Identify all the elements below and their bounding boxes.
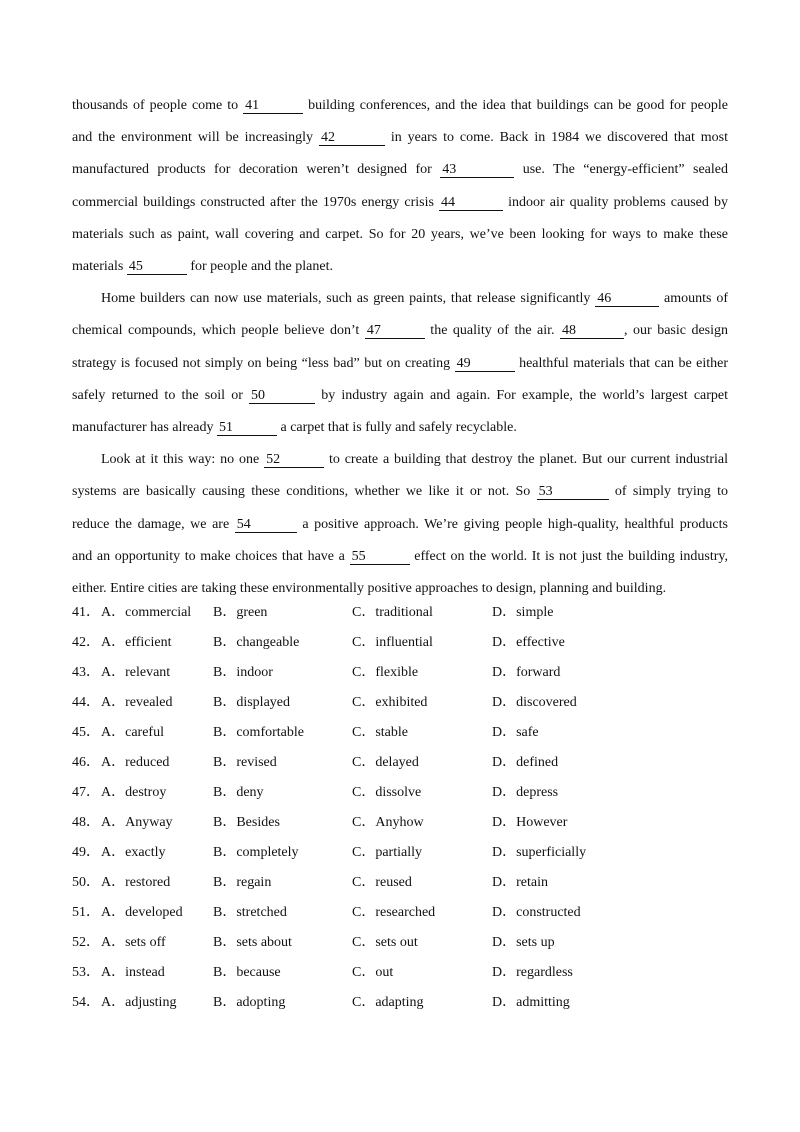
passage-text: a positive approach. We’re giving people high-quality, healthful products	[296, 516, 728, 532]
question-number: 51．	[72, 905, 100, 920]
passage-text: by industry again and again. For example, the world’s largest carpet	[315, 387, 729, 403]
option-c[interactable]: C．influential	[352, 635, 433, 650]
paragraph-p2	[72, 283, 728, 444]
question-number: 46．	[72, 755, 100, 770]
passage-line	[72, 476, 728, 508]
question-number: 49．	[72, 845, 100, 860]
option-a[interactable]: A．instead	[101, 965, 165, 980]
question-number: 47．	[72, 785, 100, 800]
option-d[interactable]: D．forward	[492, 665, 561, 680]
option-d[interactable]: D．admitting	[492, 995, 570, 1010]
option-b[interactable]: B．deny	[213, 785, 264, 800]
option-d[interactable]: D．regardless	[492, 965, 573, 980]
passage-line	[72, 283, 728, 315]
passage-text: materials such as paint, wall covering and carpet. So for 20 years, we’ve been looking for ways to make these	[72, 226, 728, 242]
option-d[interactable]: D．sets up	[492, 935, 555, 950]
option-a[interactable]: A．reduced	[101, 755, 170, 770]
option-a[interactable]: A．restored	[101, 875, 171, 890]
answer-blank-52[interactable]: 52	[264, 453, 324, 468]
question-row	[72, 598, 728, 628]
option-d[interactable]: D．discovered	[492, 695, 577, 710]
option-d[interactable]: D．defined	[492, 755, 559, 770]
option-c[interactable]: C．partially	[352, 845, 422, 860]
question-row	[72, 748, 728, 778]
passage-line	[72, 315, 728, 347]
answer-blank-42[interactable]: 42	[319, 131, 385, 146]
passage-text: for people and the planet.	[186, 259, 333, 275]
passage-text: thousands of people come to	[72, 98, 244, 113]
passage-text: reduce the damage, we are	[72, 516, 235, 532]
option-b[interactable]: B．stretched	[213, 905, 287, 920]
question-number: 53．	[72, 965, 100, 980]
answer-blank-47[interactable]: 47	[365, 324, 425, 339]
passage-line	[72, 412, 728, 444]
passage-text: of simply trying to	[608, 484, 728, 500]
passage-text: safely returned to the soil or	[72, 387, 250, 403]
answer-blank-51[interactable]: 51	[217, 421, 277, 436]
question-row	[72, 898, 728, 928]
question-number: 45．	[72, 725, 100, 740]
passage-text: chemical compounds, which people believe don’t	[72, 323, 365, 339]
question-row	[72, 658, 728, 688]
question-row	[72, 628, 728, 658]
passage-text: healthful materials that can be either	[514, 355, 729, 371]
option-b[interactable]: B．because	[213, 965, 281, 980]
option-d[interactable]: D．retain	[492, 875, 548, 890]
option-b[interactable]: B．sets about	[213, 935, 292, 950]
option-a[interactable]: A．adjusting	[101, 995, 177, 1010]
passage-text: building conferences, and the idea that buildings can be good for people	[303, 98, 728, 113]
answer-blank-54[interactable]: 54	[235, 518, 297, 533]
option-a[interactable]: A．revealed	[101, 695, 173, 710]
passage-text: Home builders can now use materials, such as green paints, that release significantly	[101, 291, 596, 307]
option-b[interactable]: B．changeable	[213, 635, 300, 650]
option-b[interactable]: B．displayed	[213, 695, 290, 710]
answer-blank-49[interactable]: 49	[455, 357, 515, 372]
question-row	[72, 778, 728, 808]
option-d[interactable]: D．safe	[492, 725, 539, 740]
passage-line	[72, 90, 728, 122]
question-number: 41．	[72, 605, 100, 620]
passage-line	[72, 154, 728, 186]
question-row	[72, 988, 728, 1018]
option-c[interactable]: C．dissolve	[352, 785, 422, 800]
option-c[interactable]: C．Anyhow	[352, 815, 424, 830]
option-d[interactable]: D．constructed	[492, 905, 581, 920]
option-c[interactable]: C．delayed	[352, 755, 419, 770]
option-a[interactable]: A．commercial	[101, 605, 192, 620]
question-row	[72, 838, 728, 868]
answer-blank-50[interactable]: 50	[249, 389, 315, 404]
passage-text: manufactured products for decoration weren’t designed for	[72, 162, 441, 178]
passage	[72, 90, 728, 605]
option-d[interactable]: D．depress	[492, 785, 559, 800]
passage-text: Look at it this way: no one	[101, 452, 265, 468]
option-d[interactable]: D．However	[492, 815, 568, 830]
passage-line	[72, 251, 728, 283]
question-number: 44．	[72, 695, 100, 710]
option-c[interactable]: C．flexible	[352, 665, 419, 680]
passage-text: the quality of the air.	[424, 323, 561, 339]
option-a[interactable]: A．Anyway	[101, 815, 173, 830]
passage-text: commercial buildings constructed after the 1970s energy crisis	[72, 194, 440, 210]
question-row	[72, 808, 728, 838]
question-row	[72, 928, 728, 958]
option-a[interactable]: A．sets off	[101, 935, 166, 950]
option-b[interactable]: B．green	[213, 605, 268, 620]
option-c[interactable]: C．sets out	[352, 935, 418, 950]
option-a[interactable]: A．careful	[101, 725, 164, 740]
answer-blank-53[interactable]: 53	[537, 485, 609, 500]
passage-line	[72, 122, 728, 154]
passage-text: systems are basically causing these conditions, whether we like it or not. So	[72, 484, 537, 500]
passage-text: a carpet that is fully and safely recyclable.	[276, 420, 517, 436]
question-number: 54．	[72, 995, 100, 1010]
option-c[interactable]: C．traditional	[352, 605, 433, 620]
option-b[interactable]: B．completely	[213, 845, 299, 860]
option-a[interactable]: A．developed	[101, 905, 183, 920]
answer-blank-44[interactable]: 44	[439, 196, 503, 211]
passage-line	[72, 348, 728, 380]
passage-line	[72, 444, 728, 476]
option-b[interactable]: B．comfortable	[213, 725, 304, 740]
question-row	[72, 868, 728, 898]
answer-blank-55[interactable]: 55	[350, 550, 410, 565]
passage-text: to create a building that destroy the planet. But our current industrial	[324, 452, 728, 468]
option-b[interactable]: B．regain	[213, 875, 272, 890]
question-number: 43．	[72, 665, 100, 680]
option-c[interactable]: C．stable	[352, 725, 408, 740]
paragraph-p1	[72, 90, 728, 283]
question-row	[72, 958, 728, 988]
option-a[interactable]: A．relevant	[101, 665, 171, 680]
passage-text: and the environment will be increasingly	[72, 130, 319, 146]
option-c[interactable]: C．out	[352, 965, 394, 980]
question-row	[72, 688, 728, 718]
question-number: 42．	[72, 635, 100, 650]
passage-line	[72, 380, 728, 412]
passage-text: indoor air quality problems caused by	[503, 194, 728, 210]
passage-text: in years to come. Back in 1984 we discovered that most	[384, 130, 728, 146]
passage-line	[72, 187, 728, 219]
paragraph-p3	[72, 444, 728, 605]
option-b[interactable]: B．indoor	[213, 665, 273, 680]
option-c[interactable]: C．researched	[352, 905, 436, 920]
option-a[interactable]: A．exactly	[101, 845, 166, 860]
options-list	[72, 598, 728, 1018]
option-a[interactable]: A．destroy	[101, 785, 167, 800]
option-c[interactable]: C．reused	[352, 875, 412, 890]
answer-blank-43[interactable]: 43	[440, 163, 514, 178]
answer-blank-46[interactable]: 46	[595, 292, 659, 307]
option-b[interactable]: B．revised	[213, 755, 277, 770]
passage-text: either. Entire cities are taking these environmentally positive approaches to design, planning and building.	[72, 581, 667, 597]
question-number: 48．	[72, 815, 100, 830]
question-number: 50．	[72, 875, 100, 890]
answer-blank-45[interactable]: 45	[127, 260, 187, 275]
option-a[interactable]: A．efficient	[101, 635, 172, 650]
option-d[interactable]: D．superficially	[492, 845, 587, 860]
option-d[interactable]: D．simple	[492, 605, 554, 620]
passage-line	[72, 509, 728, 541]
option-c[interactable]: C．exhibited	[352, 695, 428, 710]
passage-text: materials	[72, 259, 127, 275]
answer-blank-48[interactable]: 48	[560, 324, 624, 339]
option-b[interactable]: B．Besides	[213, 815, 280, 830]
option-b[interactable]: B．adopting	[213, 995, 286, 1010]
question-number: 52．	[72, 935, 100, 950]
option-c[interactable]: C．adapting	[352, 995, 424, 1010]
answer-blank-41[interactable]: 41	[243, 99, 303, 114]
question-row	[72, 718, 728, 748]
option-d[interactable]: D．effective	[492, 635, 565, 650]
passage-text: and an opportunity to make choices that have a	[72, 548, 350, 564]
passage-line	[72, 541, 728, 573]
passage-line	[72, 219, 728, 251]
passage-text: use. The “energy-efficient” sealed	[514, 162, 728, 178]
passage-text: strategy is focused not simply on being “less bad” but on creating	[72, 355, 455, 371]
passage-text: manufacturer has already	[72, 420, 217, 436]
passage-text: amounts of	[659, 291, 728, 307]
passage-text: effect on the world. It is not just the building industry,	[409, 548, 728, 564]
passage-text: , our basic design	[624, 323, 729, 339]
